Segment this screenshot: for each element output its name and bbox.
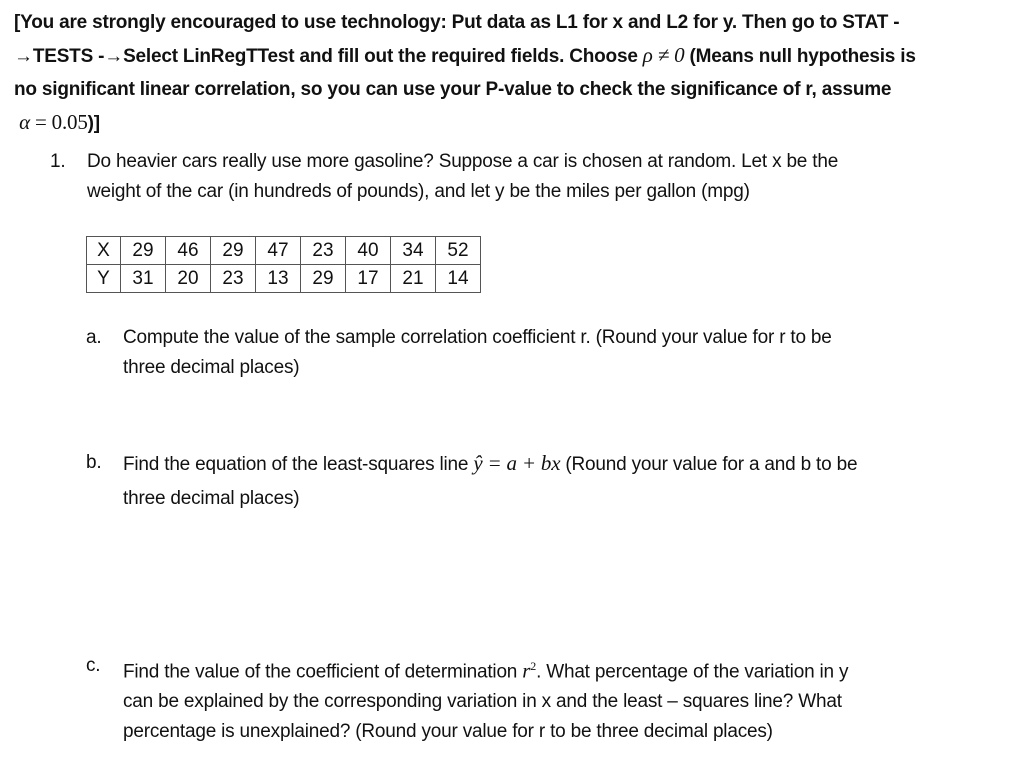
- instructions-line-4: α = 0.05)]: [19, 110, 100, 134]
- arrow-icon: →: [14, 46, 33, 67]
- y-label: Y: [87, 265, 121, 293]
- rho-not-zero-expression: ρ ≠ 0: [642, 43, 685, 67]
- question-text-line-2: weight of the car (in hundreds of pounds), and let y be the miles per gallon (mpg): [87, 181, 750, 202]
- data-table: [86, 236, 481, 293]
- r-symbol: r: [522, 658, 531, 683]
- part-label: a.: [86, 327, 102, 348]
- question-number: 1.: [50, 151, 66, 172]
- instructions-block: [14, 6, 1014, 140]
- alpha-symbol: α: [19, 110, 30, 134]
- instructions-line-1: [You are strongly encouraged to use technology: Put data as L1 for x and L2 for y. Then go to STAT -: [14, 12, 900, 33]
- r-exponent: 2: [530, 659, 537, 673]
- x-label: X: [87, 237, 121, 265]
- instructions-line-3: no significant linear correlation, so you can use your P-value to check the significance of r, assume: [14, 79, 892, 100]
- arrow-icon: →: [104, 46, 124, 67]
- question-text-line-1: Do heavier cars really use more gasoline? Suppose a car is chosen at random. Let x be the: [87, 151, 839, 172]
- table-row-x: X 29 46 29 47 23 40 34 52: [87, 237, 481, 265]
- part-label: c.: [86, 655, 101, 676]
- alpha-value: = 0.05: [29, 110, 88, 134]
- table-row-y: Y 31 20 23 13 29 17 21 14: [87, 265, 481, 293]
- part-label: b.: [86, 452, 102, 473]
- instructions-line-2: →TESTS -→Select LinRegTTest and fill out the required fields. Choose ρ ≠ 0 (Means null hypothesis is: [14, 43, 916, 67]
- least-squares-equation: ŷ = a + bx: [473, 451, 561, 475]
